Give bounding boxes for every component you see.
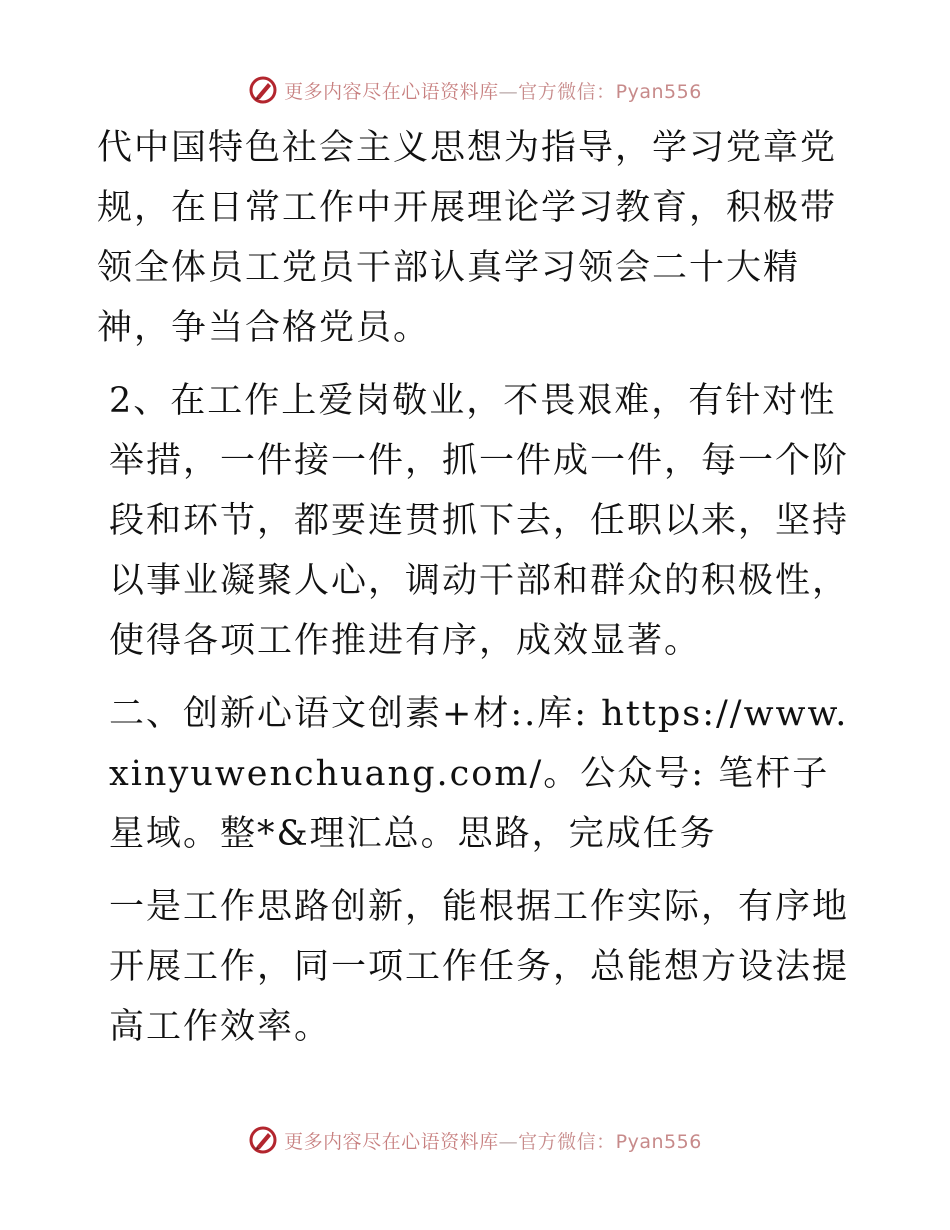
footer-banner-separator: —: [498, 1130, 519, 1153]
header-banner-main: 更多内容尽在心语资料库: [284, 80, 499, 103]
paragraph-innovation-heading: 二、创新心语文创素+材:.库: https://www.xinyuwenchuang.com/。公众号: 笔杆子星域。整*&理汇总。思路，完成任务: [109, 694, 849, 854]
header-banner-text: [284, 77, 702, 104]
page-footer-banner: [0, 1120, 950, 1160]
paragraph-work-dedication: 2、在工作上爱岗敬业，不畏艰难，有针对性举措，一件接一件，抓一件成一件，每一个阶段和环节，都要连贯抓下去，任职以来，坚持以事业凝聚人心，调动干部和群众的积极性，使得各项工作推进有序，成效显著。: [109, 381, 850, 661]
document-body: [97, 118, 857, 1057]
pen-logo-icon: [248, 1125, 278, 1155]
paragraph-work-approach: 一是工作思路创新，能根据工作实际，有序地开展工作，同一项工作任务，总能想方设法提高工作效率。: [109, 887, 850, 1047]
pen-logo-icon: [248, 75, 278, 105]
footer-banner-wechat: 官方微信：Pyan556: [518, 1130, 702, 1153]
header-banner-separator: —: [498, 80, 519, 103]
footer-banner-text: [284, 1127, 702, 1154]
header-banner-wechat: 官方微信：Pyan556: [518, 80, 702, 103]
page-header-banner: [0, 70, 950, 110]
footer-banner-main: 更多内容尽在心语资料库: [284, 1130, 499, 1153]
paragraph-party-study: 代中国特色社会主义思想为指导，学习党章党规，在日常工作中开展理论学习教育，积极带领全体员工党员干部认真学习领会二十大精神，争当合格党员。: [97, 128, 838, 348]
